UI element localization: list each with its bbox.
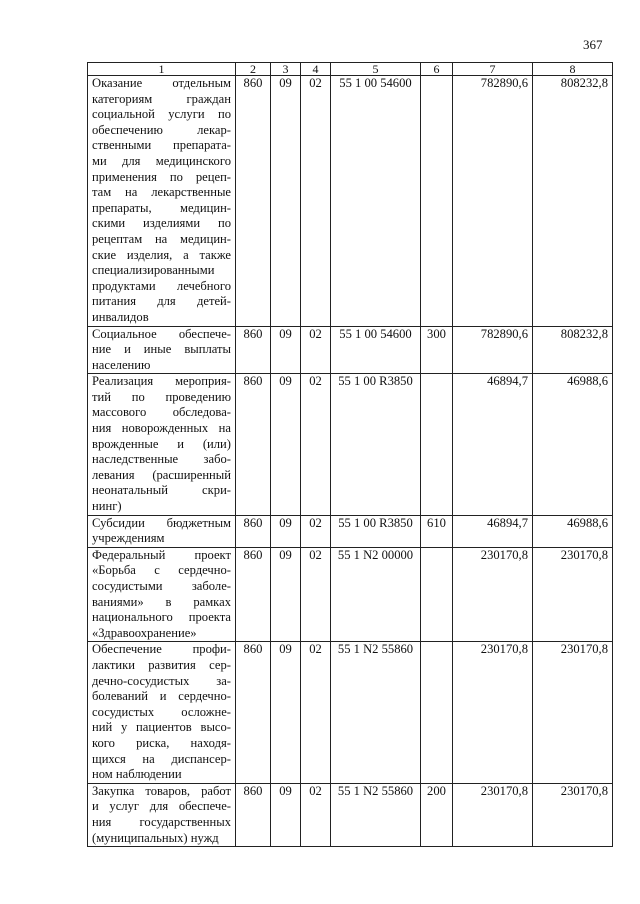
amount-year1-cell: 46894,7 <box>453 374 533 515</box>
amount-year1-cell: 46894,7 <box>453 515 533 547</box>
ministry-code-cell: 860 <box>236 515 271 547</box>
subsection-code-cell: 02 <box>301 642 331 783</box>
target-article-cell: 55 1 00 R3850 <box>331 515 421 547</box>
item-name-line: ние и иные выплаты <box>92 342 231 357</box>
subsection-code-cell: 02 <box>301 326 331 374</box>
section-code-cell: 09 <box>271 374 301 515</box>
item-name-line: лактики развития сер- <box>92 657 231 672</box>
expense-type-cell: 610 <box>421 515 453 547</box>
amount-year2-cell: 46988,6 <box>533 515 613 547</box>
subsection-code-cell: 02 <box>301 783 331 846</box>
expense-type-cell: 200 <box>421 783 453 846</box>
target-article-cell: 55 1 N2 55860 <box>331 642 421 783</box>
expense-type-cell <box>421 374 453 515</box>
section-code-cell: 09 <box>271 547 301 642</box>
ministry-code-cell: 860 <box>236 547 271 642</box>
table-row <box>88 642 613 783</box>
target-article-cell: 55 1 00 54600 <box>331 326 421 374</box>
item-name-line: применения по рецеп- <box>92 169 231 184</box>
target-article-cell: 55 1 N2 00000 <box>331 547 421 642</box>
table-row <box>88 76 613 327</box>
amount-year2-cell: 230170,8 <box>533 783 613 846</box>
item-name-cell <box>88 515 236 547</box>
table-row <box>88 374 613 515</box>
section-code-cell: 09 <box>271 515 301 547</box>
item-name-line: кого риска, находя- <box>92 735 231 750</box>
item-name-line: неонатальный скри- <box>92 483 231 498</box>
item-name-line: населению <box>92 357 151 372</box>
header-cell: 5 <box>331 63 421 76</box>
header-row <box>88 63 613 76</box>
item-name-line: обеспечению лекар- <box>92 122 231 137</box>
amount-year2-cell: 808232,8 <box>533 326 613 374</box>
item-name-line: ния новорожденных на <box>92 421 231 436</box>
item-name-line: (муниципальных) нужд <box>92 830 219 845</box>
amount-year2-cell: 230170,8 <box>533 547 613 642</box>
item-name-line: Федеральный проект <box>92 547 231 562</box>
target-article-cell: 55 1 00 R3850 <box>331 374 421 515</box>
target-article-cell: 55 1 N2 55860 <box>331 783 421 846</box>
expense-type-cell: 300 <box>421 326 453 374</box>
amount-year2-cell: 808232,8 <box>533 76 613 327</box>
ministry-code-cell: 860 <box>236 76 271 327</box>
item-name-line: Субсидии бюджетным <box>92 515 231 530</box>
item-name-line: и услуг для обеспече- <box>92 799 231 814</box>
table-row <box>88 515 613 547</box>
amount-year1-cell: 230170,8 <box>453 642 533 783</box>
item-name-line: ний у пациентов высо- <box>92 720 231 735</box>
item-name-cell <box>88 76 236 327</box>
item-name-line: левания (расширенный <box>92 467 231 482</box>
ministry-code-cell: 860 <box>236 326 271 374</box>
amount-year2-cell: 230170,8 <box>533 642 613 783</box>
header-cell: 7 <box>453 63 533 76</box>
item-name-line: препараты, медицин- <box>92 200 231 215</box>
item-name-line: Закупка товаров, работ <box>92 783 231 798</box>
item-name-line: там на лекарственные <box>92 185 231 200</box>
item-name-line: категориям граждан <box>92 91 231 106</box>
item-name-line: рецептам на медицин- <box>92 231 231 246</box>
subsection-code-cell: 02 <box>301 374 331 515</box>
item-name-line: продуктами лечебного <box>92 278 231 293</box>
item-name-line: сосудистых осложне- <box>92 704 231 719</box>
header-cell: 4 <box>301 63 331 76</box>
item-name-line: Реализация мероприя- <box>92 374 231 389</box>
item-name-line: Социальное обеспече- <box>92 326 231 341</box>
item-name-line: национального проекта <box>92 610 231 625</box>
item-name-line: учреждениям <box>92 531 165 546</box>
amount-year2-cell: 46988,6 <box>533 374 613 515</box>
item-name-line: тий по проведению <box>92 389 231 404</box>
item-name-line: сосудистыми заболе- <box>92 579 231 593</box>
item-name-cell <box>88 326 236 374</box>
amount-year1-cell: 782890,6 <box>453 76 533 327</box>
header-cell: 8 <box>533 63 613 76</box>
expense-type-cell <box>421 547 453 642</box>
ministry-code-cell: 860 <box>236 374 271 515</box>
section-code-cell: 09 <box>271 783 301 846</box>
item-name-line: Обеспечение профи- <box>92 642 231 657</box>
ministry-code-cell: 860 <box>236 642 271 783</box>
item-name-cell <box>88 547 236 642</box>
expense-type-cell <box>421 76 453 327</box>
item-name-line: «Здравоохранение» <box>92 625 197 640</box>
item-name-line: нинг) <box>92 499 122 514</box>
item-name-cell <box>88 374 236 515</box>
header-cell: 6 <box>421 63 453 76</box>
item-name-line: ваниями» в рамках <box>92 594 231 609</box>
amount-year1-cell: 782890,6 <box>453 326 533 374</box>
subsection-code-cell: 02 <box>301 76 331 327</box>
item-name-line: щихся на диспансер- <box>92 751 231 766</box>
item-name-line: наследственные забо- <box>92 452 231 467</box>
amount-year1-cell: 230170,8 <box>453 783 533 846</box>
item-name-cell <box>88 783 236 846</box>
item-name-line: ния государственных <box>92 814 231 829</box>
section-code-cell: 09 <box>271 642 301 783</box>
ministry-code-cell: 860 <box>236 783 271 846</box>
expense-type-cell <box>421 642 453 783</box>
header-cell: 3 <box>271 63 301 76</box>
subsection-code-cell: 02 <box>301 515 331 547</box>
item-name-line: специализированными <box>92 263 215 278</box>
item-name-line: ственными препарата- <box>92 138 231 153</box>
item-name-line: ские изделия, а также <box>92 247 231 262</box>
item-name-line: Оказание отдельным <box>92 76 231 90</box>
item-name-line: социальной услуги по <box>92 107 231 122</box>
item-name-line: врожденные и (или) <box>92 436 231 451</box>
item-name-line: массового обследова- <box>92 405 231 420</box>
item-name-line: болеваний и сердечно- <box>92 689 231 704</box>
item-name-line: ми для медицинского <box>92 153 231 168</box>
item-name-line: «Борьба с сердечно- <box>92 563 231 578</box>
item-name-line: скими изделиями по <box>92 216 231 231</box>
target-article-cell: 55 1 00 54600 <box>331 76 421 327</box>
section-code-cell: 09 <box>271 326 301 374</box>
budget-table <box>87 62 613 847</box>
subsection-code-cell: 02 <box>301 547 331 642</box>
amount-year1-cell: 230170,8 <box>453 547 533 642</box>
table-row <box>88 547 613 642</box>
header-cell: 1 <box>88 63 236 76</box>
item-name-line: питания для детей- <box>92 294 231 309</box>
section-code-cell: 09 <box>271 76 301 327</box>
item-name-cell <box>88 642 236 783</box>
item-name-line: инвалидов <box>92 309 149 324</box>
page-number: 367 <box>583 37 603 52</box>
table-row <box>88 326 613 374</box>
item-name-line: ном наблюдении <box>92 767 182 782</box>
item-name-line: дечно-сосудистых за- <box>92 673 231 688</box>
table-row <box>88 783 613 846</box>
header-cell: 2 <box>236 63 271 76</box>
